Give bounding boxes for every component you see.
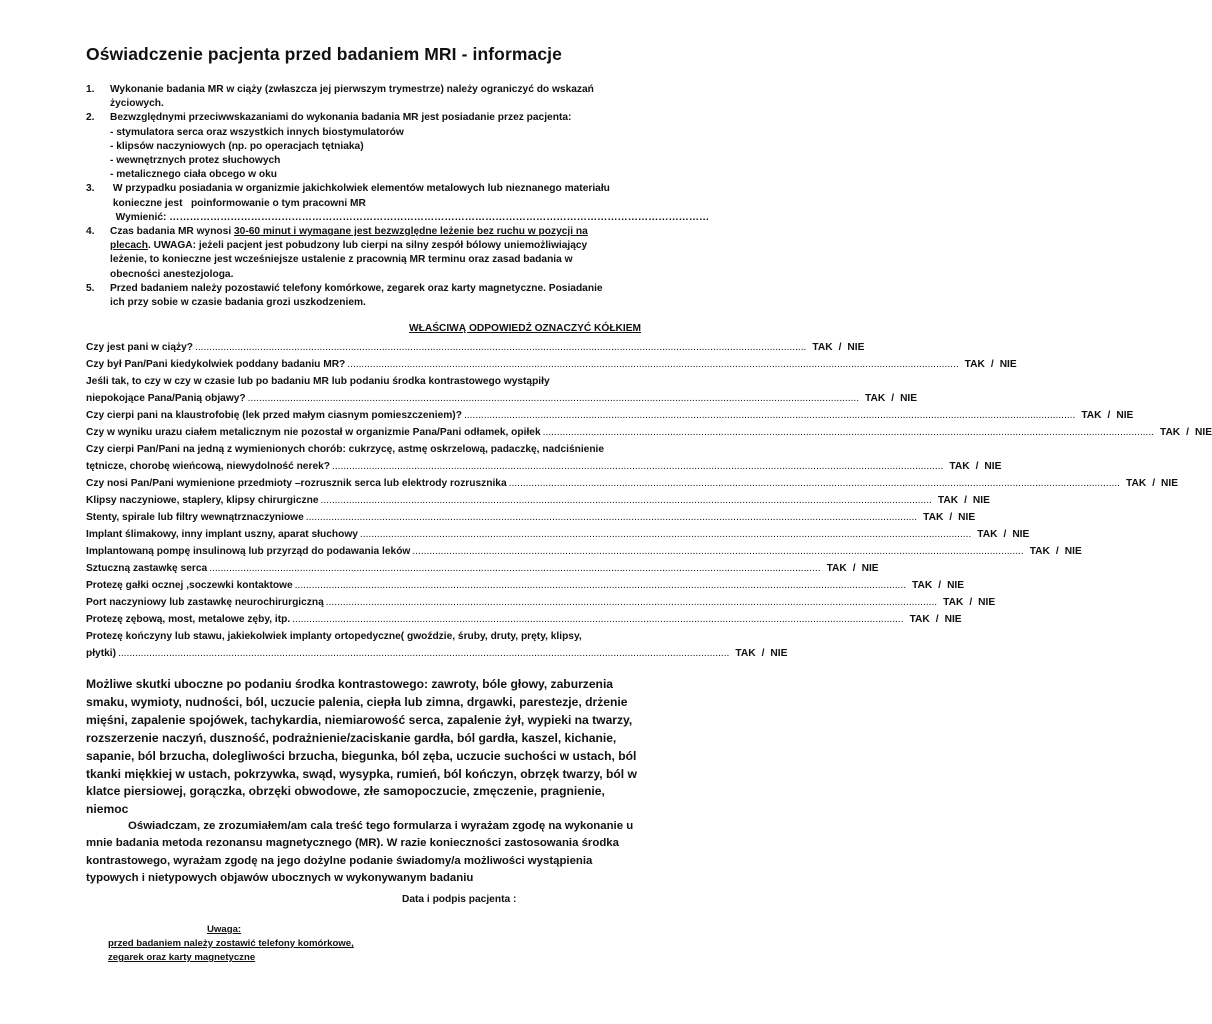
no-option[interactable]: NIE <box>978 597 996 608</box>
option-separator: / <box>964 495 967 506</box>
question-answer-row <box>86 611 962 628</box>
no-option[interactable]: NIE <box>944 614 962 625</box>
no-option[interactable]: NIE <box>1064 546 1082 557</box>
yes-option[interactable]: TAK <box>1029 546 1050 557</box>
note-line: przed badaniem należy zostawić telefony komórkowe, <box>108 938 354 949</box>
page-title: Oświadczenie pacjenta przed badaniem MRI - informacje <box>86 44 562 64</box>
dot-leader <box>295 577 906 594</box>
question-text: Stenty, spirale lub filtry wewnątrznaczyniowe <box>86 512 304 523</box>
questionnaire <box>86 339 1212 662</box>
declaration-text: Oświadczam, ze zrozumiałem/am cala treść tego formularza i wyrażam zgodę na wykonanie u mnie badania metoda rezonansu magnetycznego (MR). W razie konieczności zastosowania środka kontrastowego, wyrażam zgodę na jego dożylne podanie świadomy/a możliwości wystąpienia typowych i nietypowych objawów ubocznych w wykonywanym badaniu <box>86 820 634 884</box>
yes-no-options <box>961 356 1017 373</box>
declaration-paragraph <box>86 818 646 887</box>
item-line: Wymienić: …………………………………………………………………………………………………………………………………………… <box>110 211 710 223</box>
question-answer-row <box>86 407 1134 424</box>
yes-no-options <box>934 492 990 509</box>
yes-no-options <box>1122 475 1178 492</box>
no-option[interactable]: NIE <box>1161 478 1179 489</box>
question-item <box>86 577 965 594</box>
option-separator: / <box>838 342 842 353</box>
answer-instruction: WŁAŚCIWĄ ODPOWIEDŹ OZNACZYĆ KÓŁKIEM <box>409 323 642 334</box>
dot-leader <box>306 509 917 526</box>
question-answer-row <box>86 560 879 577</box>
option-separator: / <box>761 648 765 659</box>
question-answer-row <box>86 424 1212 441</box>
question-text: Port naczyniowy lub zastawkę neurochirurgiczną <box>86 597 324 608</box>
yes-option[interactable]: TAK <box>923 512 944 523</box>
question-text: Protezę gałki ocznej ,soczewki kontaktowe <box>86 580 293 591</box>
list-item <box>86 83 646 111</box>
yes-no-options <box>731 645 787 662</box>
dot-leader <box>464 407 1075 424</box>
yes-option[interactable]: TAK <box>865 393 886 404</box>
question-item <box>86 526 1030 543</box>
dot-leader <box>360 526 971 543</box>
question-text: niepokojące Pana/Panią objawy? <box>86 393 246 404</box>
question-answer-row <box>86 577 965 594</box>
no-option[interactable]: NIE <box>958 512 976 523</box>
yes-no-options <box>1077 407 1133 424</box>
item-line: konieczne jest poinformowanie o tym pracowni MR <box>110 197 366 209</box>
item-number: 2. <box>86 112 95 124</box>
item-line: Wykonanie badania MR w ciąży (zwłaszcza jej pierwszym trymestrze) należy ograniczyć do wskazań <box>110 84 594 95</box>
question-text: Czy cierpi Pan/Pani na jedną z wymienionych chorób: cukrzycę, astmę oskrzelową, padaczkę, nadciśnienie <box>86 444 605 455</box>
question-answer-row <box>86 458 1002 475</box>
option-separator: / <box>891 393 895 404</box>
item-underlined-text: plecach <box>110 240 148 252</box>
question-text: Protezę zębową, most, metalowe zęby, itp. <box>86 614 291 625</box>
list-item <box>86 225 646 282</box>
question-answer-row <box>86 390 918 407</box>
info-list <box>86 83 710 310</box>
dot-leader <box>118 645 729 662</box>
question-item <box>86 611 962 628</box>
option-separator: / <box>949 512 953 523</box>
question-text: Sztuczną zastawkę serca <box>86 563 208 574</box>
item-line: Przed badaniem należy pozostawić telefony komórkowe, zegarek oraz karty magnetyczne. Posiadanie <box>110 282 603 294</box>
yes-option[interactable]: TAK <box>1126 478 1147 489</box>
no-option[interactable]: NIE <box>861 563 879 574</box>
no-option[interactable]: NIE <box>984 461 1002 472</box>
yes-no-options <box>808 339 864 356</box>
question-line <box>86 628 646 645</box>
dot-leader <box>248 390 859 407</box>
question-text: Jeśli tak, to czy w czy w czasie lub po badaniu MR lub podaniu środka kontrastowego wystąpiły <box>86 376 550 387</box>
signature-label: Data i podpis pacjenta : <box>402 894 517 905</box>
option-separator: / <box>1107 410 1111 421</box>
option-separator: / <box>990 359 994 370</box>
yes-option[interactable]: TAK <box>735 648 756 659</box>
question-item <box>86 373 918 407</box>
no-option[interactable]: NIE <box>972 495 990 506</box>
question-text: Czy cierpi pani na klaustrofobię (lek przed małym ciasnym pomieszczeniem)? <box>86 410 462 421</box>
question-item <box>86 509 976 526</box>
dot-leader <box>412 543 1023 560</box>
no-option[interactable]: NIE <box>1195 427 1212 438</box>
question-text: Implant ślimakowy, inny implant uszny, aparat słuchowy <box>86 529 358 540</box>
yes-no-options <box>939 594 995 611</box>
note-box <box>108 923 354 965</box>
yes-option[interactable]: TAK <box>909 614 930 625</box>
item-line: życiowych. <box>110 98 164 110</box>
question-text: Czy w wyniku urazu ciałem metalicznym nie pozostał w organizmie Pana/Pani odłamek, opiłek <box>86 427 541 438</box>
question-item <box>86 424 1212 441</box>
item-number: 1. <box>86 84 95 95</box>
yes-no-options <box>1026 543 1082 560</box>
question-item <box>86 543 1082 560</box>
question-item <box>86 594 996 611</box>
dot-leader <box>326 594 937 611</box>
item-line: - klipsów naczyniowych (np. po operacjach tętniaka) <box>110 140 364 152</box>
question-text: Czy jest pani w ciąży? <box>86 342 194 353</box>
no-option[interactable]: NIE <box>999 359 1017 370</box>
question-text: Implantowaną pompę insulinową lub przyrząd do podawania leków <box>86 546 411 557</box>
item-underlined-text: 30-60 minut i wymagane jest bezwzględne leżenie bez ruchu w pozycji na <box>233 226 588 238</box>
note-title: Uwaga: <box>207 924 242 935</box>
no-option[interactable]: NIE <box>900 393 918 404</box>
item-line: ich przy sobie w czasie badania grozi uszkodzeniem. <box>110 297 366 309</box>
yes-no-options <box>919 509 975 526</box>
yes-no-options <box>906 611 962 628</box>
no-option[interactable]: NIE <box>1012 529 1030 540</box>
option-separator: / <box>852 563 856 574</box>
no-option[interactable]: NIE <box>847 342 865 353</box>
question-answer-row <box>86 594 996 611</box>
dot-leader <box>509 475 1120 492</box>
question-text: Czy był Pan/Pani kiedykolwiek poddany badaniu MR? <box>86 359 346 370</box>
question-answer-row <box>86 492 990 509</box>
yes-no-options <box>945 458 1001 475</box>
item-line: W przypadku posiadania w organizmie jakichkolwiek elementów metalowych lub nieznanego materiału <box>110 183 610 195</box>
option-separator: / <box>969 597 973 608</box>
no-option[interactable]: NIE <box>947 580 965 591</box>
question-answer-row <box>86 339 865 356</box>
item-line: - wewnętrznych protez słuchowych <box>110 155 281 167</box>
question-line <box>86 441 646 458</box>
question-answer-row <box>86 475 1179 492</box>
dot-leader <box>292 611 903 628</box>
yes-option[interactable]: TAK <box>977 529 998 540</box>
question-item <box>86 560 879 577</box>
yes-option[interactable]: TAK <box>943 597 964 608</box>
yes-option[interactable]: TAK <box>912 580 933 591</box>
question-answer-row <box>86 526 1030 543</box>
option-separator: / <box>938 580 942 591</box>
yes-no-options <box>908 577 964 594</box>
yes-option[interactable]: TAK <box>826 563 847 574</box>
dot-leader <box>209 560 820 577</box>
question-text: Czy nosi Pan/Pani wymienione przedmioty –rozrusznik serca lub elektrody rozrusznika <box>86 478 507 489</box>
question-item <box>86 475 1179 492</box>
list-item <box>86 182 710 225</box>
item-line: - metalicznego ciała obcego w oku <box>110 169 277 181</box>
note-line: zegarek oraz karty magnetyczne <box>108 952 256 963</box>
option-separator: / <box>1152 478 1156 489</box>
question-answer-row <box>86 356 1017 373</box>
item-line: - stymulatora serca oraz wszystkich innych biostymulatorów <box>110 126 404 138</box>
yes-option[interactable]: TAK <box>1081 410 1102 421</box>
yes-no-options <box>973 526 1029 543</box>
question-text: Protezę kończyny lub stawu, jakiekolwiek implanty ortopedyczne( gwoździe, śruby, druty, pręty, klipsy, <box>86 631 582 642</box>
question-answer-row <box>86 509 976 526</box>
yes-no-options <box>861 390 917 407</box>
question-item <box>86 407 1134 424</box>
dot-leader <box>332 458 943 475</box>
dot-leader <box>543 424 1154 441</box>
option-separator: / <box>1055 546 1059 557</box>
item-text: . UWAGA: jeżeli pacjent jest pobudzony lub cierpi na silny zespół bólowy uniemożliwiający <box>147 240 588 252</box>
option-separator: / <box>1186 427 1190 438</box>
question-answer-row <box>86 645 788 662</box>
item-line: Bezwzględnymi przeciwwskazaniami do wykonania badania MR jest posiadanie przez pacjenta: <box>110 112 572 124</box>
question-text: płytki) <box>86 648 117 659</box>
yes-option[interactable]: TAK <box>937 495 959 506</box>
item-line: obecności anestezjologa. <box>110 268 234 280</box>
list-item <box>86 282 646 310</box>
option-separator: / <box>935 614 939 625</box>
item-line: leżenie, to konieczne jest wcześniejsze ustalenie z pracownią MR terminu oraz zasad badania w <box>110 254 573 266</box>
question-text: tętnicze, chorobę wieńcową, niewydolność nerek? <box>86 461 330 472</box>
item-number: 5. <box>86 282 95 294</box>
no-option[interactable]: NIE <box>770 648 788 659</box>
question-item <box>86 339 865 356</box>
yes-option[interactable]: TAK <box>964 359 985 370</box>
yes-option[interactable]: TAK <box>812 342 833 353</box>
dot-leader <box>321 492 932 509</box>
question-item <box>86 441 1002 475</box>
question-item <box>86 628 788 662</box>
item-number: 3. <box>86 183 95 195</box>
item-number: 4. <box>86 226 95 238</box>
side-effects-paragraph: Możliwe skutki uboczne po podaniu środka kontrastowego: zawroty, bóle głowy, zaburzenia smaku, wymioty, nudności, ból, uczucie palenia, ciepła lub zimna, drgawki, parestezje, drżenie mięśni, zapalenie spojówek, tachykardia, niemiarowość serca, zapalenie żył, wypieki na twarzy, rozszerzenie naczyń, duszność, podrażnienie/zaciskanie gardła, ból gardła, kaszel, kichanie, sapanie, ból brzucha, dolegliwości brzucha, biegunka, ból zęba, uczucie suchości w ustach, ból tkanki miękkiej w ustach, pokrzywka, swąd, wysypka, rumień, ból kończyn, obrzęk twarzy, ból w klatce piersiowej, gorączka, obrzęki obwodowe, złe samopoczucie, zmęczenie, pragnienie, niemoc <box>86 677 637 817</box>
question-line <box>86 373 646 390</box>
no-option[interactable]: NIE <box>1116 410 1134 421</box>
option-separator: / <box>1003 529 1007 540</box>
dot-leader <box>195 339 806 356</box>
yes-no-options <box>1156 424 1212 441</box>
yes-option[interactable]: TAK <box>949 461 970 472</box>
question-text: Klipsy naczyniowe, staplery, klipsy chirurgiczne <box>86 495 319 506</box>
list-item <box>86 111 646 182</box>
yes-option[interactable]: TAK <box>1159 427 1181 438</box>
dot-leader <box>347 356 958 373</box>
yes-no-options <box>823 560 879 577</box>
question-item <box>86 492 990 509</box>
item-text: Czas badania MR wynosi <box>110 226 234 238</box>
option-separator: / <box>975 461 979 472</box>
question-item <box>86 356 1017 373</box>
question-answer-row <box>86 543 1082 560</box>
